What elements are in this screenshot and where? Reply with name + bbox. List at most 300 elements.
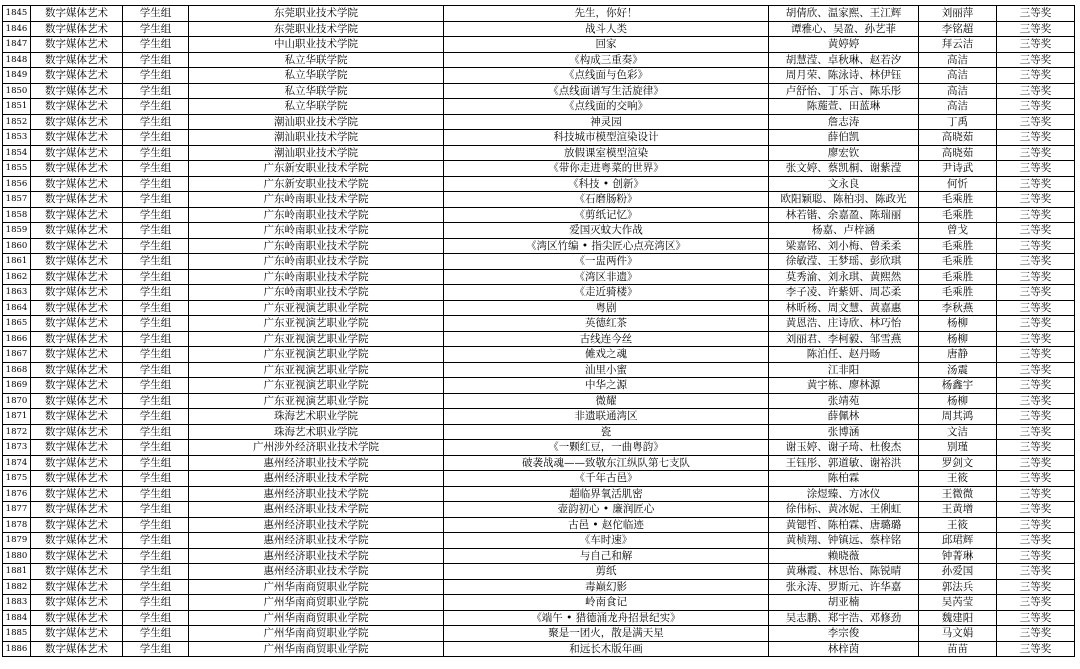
row-number-cell: 1850 [3,83,31,99]
table-row [3,285,1075,301]
authors-cell: 刘丽君、李柯毅、邹雪燕 [769,331,919,347]
row-number-cell: 1866 [3,331,31,347]
row-number-cell: 1867 [3,347,31,363]
group-cell: 学生组 [123,471,189,487]
work-title-cell: 《构成三重奏》 [444,52,769,68]
category-cell: 数字媒体艺术 [31,130,123,146]
advisor-cell: 毛乘胜 [919,238,997,254]
row-number-cell: 1859 [3,223,31,239]
award-cell: 三等奖 [997,378,1075,394]
advisor-cell: 何忻 [919,176,997,192]
work-title-cell: 聚是一团火，散是满天星 [444,626,769,642]
advisor-cell: 孙爱国 [919,564,997,580]
authors-cell: 吴志鹏、郑宇浩、邓修劲 [769,610,919,626]
award-cell: 三等奖 [997,285,1075,301]
authors-cell: 张博涵 [769,424,919,440]
authors-cell: 林梓茵 [769,641,919,657]
category-cell: 数字媒体艺术 [31,83,123,99]
award-cell: 三等奖 [997,6,1075,22]
authors-cell: 黄婷婷 [769,37,919,53]
authors-cell: 赖晓薇 [769,548,919,564]
school-cell: 东莞职业技术学院 [189,6,444,22]
school-cell: 惠州经济职业技术学院 [189,548,444,564]
award-cell: 三等奖 [997,533,1075,549]
work-title-cell: 《石磨肠粉》 [444,192,769,208]
table-row [3,37,1075,53]
advisor-cell: 文洁 [919,424,997,440]
row-number-cell: 1847 [3,37,31,53]
row-number-cell: 1883 [3,595,31,611]
row-number-cell: 1861 [3,254,31,270]
school-cell: 广州华南商贸职业学院 [189,579,444,595]
work-title-cell: 《走近骑楼》 [444,285,769,301]
group-cell: 学生组 [123,331,189,347]
category-cell: 数字媒体艺术 [31,378,123,394]
school-cell: 广东亚视演艺职业学院 [189,378,444,394]
advisor-cell: 高晓茹 [919,145,997,161]
table-row [3,533,1075,549]
school-cell: 东莞职业技术学院 [189,21,444,37]
category-cell: 数字媒体艺术 [31,176,123,192]
advisor-cell: 罗剑文 [919,455,997,471]
category-cell: 数字媒体艺术 [31,238,123,254]
authors-cell: 文永良 [769,176,919,192]
award-cell: 三等奖 [997,21,1075,37]
award-cell: 三等奖 [997,207,1075,223]
group-cell: 学生组 [123,37,189,53]
school-cell: 私立华联学院 [189,52,444,68]
work-title-cell: 《剪纸记忆》 [444,207,769,223]
table-row [3,362,1075,378]
award-cell: 三等奖 [997,486,1075,502]
work-title-cell: 《湾区竹编 • 指尖匠心点亮湾区》 [444,238,769,254]
category-cell: 数字媒体艺术 [31,99,123,115]
authors-cell: 薛伯凯 [769,130,919,146]
school-cell: 惠州经济职业技术学院 [189,517,444,533]
category-cell: 数字媒体艺术 [31,331,123,347]
authors-cell: 张文婷、蔡凯桐、谢紫滢 [769,161,919,177]
advisor-cell: 王微微 [919,486,997,502]
awards-table [2,5,1075,657]
work-title-cell: 爱国灭蚊大作战 [444,223,769,239]
table-row [3,378,1075,394]
category-cell: 数字媒体艺术 [31,347,123,363]
authors-cell: 谢玉婷、谢子琦、杜俊杰 [769,440,919,456]
group-cell: 学生组 [123,362,189,378]
table-row [3,409,1075,425]
school-cell: 广东岭南职业技术学院 [189,207,444,223]
advisor-cell: 王筱 [919,471,997,487]
row-number-cell: 1880 [3,548,31,564]
advisor-cell: 杨柳 [919,331,997,347]
row-number-cell: 1860 [3,238,31,254]
group-cell: 学生组 [123,114,189,130]
advisor-cell: 高晓茹 [919,130,997,146]
advisor-cell: 唐静 [919,347,997,363]
school-cell: 惠州经济职业技术学院 [189,533,444,549]
group-cell: 学生组 [123,68,189,84]
group-cell: 学生组 [123,455,189,471]
authors-cell: 梁嘉铭、刘小梅、曾柔柔 [769,238,919,254]
school-cell: 广东岭南职业技术学院 [189,223,444,239]
award-cell: 三等奖 [997,471,1075,487]
school-cell: 广东岭南职业技术学院 [189,254,444,270]
work-title-cell: 《一颗红豆，一曲粤韵》 [444,440,769,456]
category-cell: 数字媒体艺术 [31,223,123,239]
school-cell: 广东新安职业技术学院 [189,176,444,192]
group-cell: 学生组 [123,300,189,316]
table-row [3,347,1075,363]
row-number-cell: 1846 [3,21,31,37]
award-cell: 三等奖 [997,610,1075,626]
category-cell: 数字媒体艺术 [31,548,123,564]
advisor-cell: 高洁 [919,52,997,68]
work-title-cell: 瓷 [444,424,769,440]
work-title-cell: 傩戏之魂 [444,347,769,363]
row-number-cell: 1858 [3,207,31,223]
group-cell: 学生组 [123,579,189,595]
group-cell: 学生组 [123,285,189,301]
row-number-cell: 1852 [3,114,31,130]
row-number-cell: 1878 [3,517,31,533]
row-number-cell: 1865 [3,316,31,332]
work-title-cell: 先生，你好！ [444,6,769,22]
row-number-cell: 1848 [3,52,31,68]
group-cell: 学生组 [123,517,189,533]
group-cell: 学生组 [123,548,189,564]
work-title-cell: 《点线面的交响》 [444,99,769,115]
school-cell: 广州华南商贸职业学院 [189,626,444,642]
school-cell: 广东新安职业技术学院 [189,161,444,177]
advisor-cell: 钟菁琳 [919,548,997,564]
advisor-cell: 拜云洁 [919,37,997,53]
work-title-cell: 破袭战魂——致敬东江纵队第七支队 [444,455,769,471]
advisor-cell: 杨鑫宇 [919,378,997,394]
authors-cell: 杨嘉、卢梓涵 [769,223,919,239]
group-cell: 学生组 [123,486,189,502]
award-cell: 三等奖 [997,52,1075,68]
group-cell: 学生组 [123,533,189,549]
group-cell: 学生组 [123,393,189,409]
category-cell: 数字媒体艺术 [31,455,123,471]
school-cell: 珠海艺术职业学院 [189,409,444,425]
work-title-cell: 超临界氧活肌密 [444,486,769,502]
award-cell: 三等奖 [997,68,1075,84]
award-cell: 三等奖 [997,440,1075,456]
work-title-cell: 神灵园 [444,114,769,130]
award-cell: 三等奖 [997,564,1075,580]
school-cell: 潮汕职业技术学院 [189,130,444,146]
group-cell: 学生组 [123,223,189,239]
row-number-cell: 1879 [3,533,31,549]
table-row [3,6,1075,22]
school-cell: 广州华南商贸职业学院 [189,641,444,657]
table-row [3,300,1075,316]
authors-cell: 林昕杨、周文慧、黄嘉惠 [769,300,919,316]
table-row [3,269,1075,285]
authors-cell: 李子凌、许紫妍、周芯柔 [769,285,919,301]
group-cell: 学生组 [123,254,189,270]
advisor-cell: 曾戈 [919,223,997,239]
table-row [3,238,1075,254]
group-cell: 学生组 [123,316,189,332]
work-title-cell: 回家 [444,37,769,53]
school-cell: 惠州经济职业技术学院 [189,455,444,471]
work-title-cell: 与自己和解 [444,548,769,564]
group-cell: 学生组 [123,238,189,254]
school-cell: 广东岭南职业技术学院 [189,238,444,254]
authors-cell: 徐伟标、黄冰妮、王俐虹 [769,502,919,518]
award-cell: 三等奖 [997,393,1075,409]
school-cell: 广东亚视演艺职业学院 [189,316,444,332]
work-title-cell: 毒巅幻影 [444,579,769,595]
work-title-cell: 粤剧 [444,300,769,316]
authors-cell: 薛佩林 [769,409,919,425]
row-number-cell: 1864 [3,300,31,316]
category-cell: 数字媒体艺术 [31,533,123,549]
advisor-cell: 王黄增 [919,502,997,518]
advisor-cell: 尹诗武 [919,161,997,177]
award-cell: 三等奖 [997,114,1075,130]
category-cell: 数字媒体艺术 [31,486,123,502]
work-title-cell: 古线连今丝 [444,331,769,347]
work-title-cell: 《一盅两件》 [444,254,769,270]
work-title-cell: 非遗联通湾区 [444,409,769,425]
advisor-cell: 李铭超 [919,21,997,37]
school-cell: 惠州经济职业技术学院 [189,486,444,502]
school-cell: 私立华联学院 [189,99,444,115]
category-cell: 数字媒体艺术 [31,52,123,68]
work-title-cell: 古邑 • 赵佗临迹 [444,517,769,533]
category-cell: 数字媒体艺术 [31,114,123,130]
table-row [3,99,1075,115]
award-cell: 三等奖 [997,626,1075,642]
row-number-cell: 1877 [3,502,31,518]
group-cell: 学生组 [123,564,189,580]
category-cell: 数字媒体艺术 [31,471,123,487]
advisor-cell: 李秋燕 [919,300,997,316]
school-cell: 潮汕职业技术学院 [189,114,444,130]
advisor-cell: 王筱 [919,517,997,533]
table-row [3,176,1075,192]
category-cell: 数字媒体艺术 [31,37,123,53]
advisor-cell: 丁禹 [919,114,997,130]
category-cell: 数字媒体艺术 [31,626,123,642]
row-number-cell: 1871 [3,409,31,425]
row-number-cell: 1874 [3,455,31,471]
authors-cell: 涂煜臻、方冰仪 [769,486,919,502]
advisor-cell: 毛乘胜 [919,207,997,223]
authors-cell: 卢舒怡、丁乐言、陈乐彤 [769,83,919,99]
category-cell: 数字媒体艺术 [31,207,123,223]
row-number-cell: 1868 [3,362,31,378]
table-row [3,83,1075,99]
work-title-cell: 《带你走进粤菜的世界》 [444,161,769,177]
category-cell: 数字媒体艺术 [31,595,123,611]
school-cell: 广东亚视演艺职业学院 [189,393,444,409]
award-cell: 三等奖 [997,176,1075,192]
school-cell: 广东亚视演艺职业学院 [189,300,444,316]
advisor-cell: 郭法兵 [919,579,997,595]
table-row [3,471,1075,487]
advisor-cell: 别瑾 [919,440,997,456]
advisor-cell: 毛乘胜 [919,192,997,208]
work-title-cell: 中华之源 [444,378,769,394]
work-title-cell: 剪纸 [444,564,769,580]
school-cell: 广东岭南职业技术学院 [189,192,444,208]
table-row [3,548,1075,564]
table-row [3,564,1075,580]
school-cell: 广州华南商贸职业学院 [189,610,444,626]
category-cell: 数字媒体艺术 [31,316,123,332]
school-cell: 私立华联学院 [189,83,444,99]
table-row [3,331,1075,347]
category-cell: 数字媒体艺术 [31,564,123,580]
authors-cell: 王钰彤、郭道敏、谢裕洪 [769,455,919,471]
school-cell: 广州涉外经济职业技术学院 [189,440,444,456]
work-title-cell: 岭南食记 [444,595,769,611]
group-cell: 学生组 [123,176,189,192]
table-row [3,440,1075,456]
authors-cell: 胡亚楠 [769,595,919,611]
row-number-cell: 1855 [3,161,31,177]
group-cell: 学生组 [123,145,189,161]
category-cell: 数字媒体艺术 [31,641,123,657]
row-number-cell: 1881 [3,564,31,580]
row-number-cell: 1872 [3,424,31,440]
row-number-cell: 1854 [3,145,31,161]
award-cell: 三等奖 [997,362,1075,378]
category-cell: 数字媒体艺术 [31,610,123,626]
work-title-cell: 《千年古邑》 [444,471,769,487]
advisor-cell: 邱珺辉 [919,533,997,549]
advisor-cell: 吴芮莹 [919,595,997,611]
award-cell: 三等奖 [997,316,1075,332]
school-cell: 广州华南商贸职业学院 [189,595,444,611]
table-row [3,393,1075,409]
award-cell: 三等奖 [997,595,1075,611]
award-cell: 三等奖 [997,579,1075,595]
award-cell: 三等奖 [997,517,1075,533]
advisor-cell: 汤震 [919,362,997,378]
authors-cell: 黄桢翔、钟镇远、蔡梓铭 [769,533,919,549]
category-cell: 数字媒体艺术 [31,362,123,378]
group-cell: 学生组 [123,378,189,394]
category-cell: 数字媒体艺术 [31,579,123,595]
award-cell: 三等奖 [997,424,1075,440]
table-row [3,161,1075,177]
table-row [3,455,1075,471]
award-cell: 三等奖 [997,455,1075,471]
school-cell: 中山职业技术学院 [189,37,444,53]
work-title-cell: 微耀 [444,393,769,409]
authors-cell: 黄琳霞、林思怡、陈锐晴 [769,564,919,580]
work-title-cell: 《点线面与色彩》 [444,68,769,84]
group-cell: 学生组 [123,595,189,611]
group-cell: 学生组 [123,269,189,285]
school-cell: 广东岭南职业技术学院 [189,269,444,285]
award-cell: 三等奖 [997,99,1075,115]
group-cell: 学生组 [123,440,189,456]
award-cell: 三等奖 [997,83,1075,99]
award-cell: 三等奖 [997,161,1075,177]
group-cell: 学生组 [123,347,189,363]
authors-cell: 胡慧滢、卓秋琳、赵若汐 [769,52,919,68]
award-cell: 三等奖 [997,300,1075,316]
group-cell: 学生组 [123,502,189,518]
table-row [3,626,1075,642]
school-cell: 惠州经济职业技术学院 [189,471,444,487]
award-cell: 三等奖 [997,37,1075,53]
authors-cell: 陈泊任、赵丹旸 [769,347,919,363]
authors-cell: 欧阳颖聪、陈柏羽、陈政光 [769,192,919,208]
authors-cell: 陈葹萱、田蓝琳 [769,99,919,115]
award-cell: 三等奖 [997,331,1075,347]
advisor-cell: 杨柳 [919,393,997,409]
work-title-cell: 战斗人类 [444,21,769,37]
table-row [3,254,1075,270]
table-row [3,192,1075,208]
category-cell: 数字媒体艺术 [31,502,123,518]
award-cell: 三等奖 [997,269,1075,285]
award-cell: 三等奖 [997,548,1075,564]
group-cell: 学生组 [123,52,189,68]
advisor-cell: 毛乘胜 [919,254,997,270]
table-row [3,610,1075,626]
authors-cell: 詹志涛 [769,114,919,130]
table-row [3,486,1075,502]
category-cell: 数字媒体艺术 [31,68,123,84]
school-cell: 惠州经济职业技术学院 [189,564,444,580]
work-title-cell: 《端午 • 猎德涌龙舟招景纪实》 [444,610,769,626]
award-cell: 三等奖 [997,641,1075,657]
group-cell: 学生组 [123,424,189,440]
category-cell: 数字媒体艺术 [31,440,123,456]
advisor-cell: 高洁 [919,68,997,84]
table-row [3,52,1075,68]
award-cell: 三等奖 [997,254,1075,270]
category-cell: 数字媒体艺术 [31,254,123,270]
category-cell: 数字媒体艺术 [31,409,123,425]
table-row [3,424,1075,440]
authors-cell: 陈柏霖 [769,471,919,487]
row-number-cell: 1845 [3,6,31,22]
authors-cell: 张靖苑 [769,393,919,409]
category-cell: 数字媒体艺术 [31,6,123,22]
authors-cell: 胡倩欣、温家熙、王江辉 [769,6,919,22]
authors-cell: 莫秀渝、刘永琪、黄熙然 [769,269,919,285]
work-title-cell: 《湾区非遗》 [444,269,769,285]
authors-cell: 谭雅心、吴盈、孙艺菲 [769,21,919,37]
group-cell: 学生组 [123,626,189,642]
advisor-cell: 杨柳 [919,316,997,332]
table-row [3,207,1075,223]
table-row [3,145,1075,161]
group-cell: 学生组 [123,6,189,22]
group-cell: 学生组 [123,161,189,177]
work-title-cell: 英德红茶 [444,316,769,332]
authors-cell: 李宗俊 [769,626,919,642]
group-cell: 学生组 [123,192,189,208]
group-cell: 学生组 [123,409,189,425]
advisor-cell: 魏建阳 [919,610,997,626]
table-row [3,68,1075,84]
award-cell: 三等奖 [997,502,1075,518]
group-cell: 学生组 [123,610,189,626]
school-cell: 惠州经济职业技术学院 [189,502,444,518]
award-cell: 三等奖 [997,192,1075,208]
advisor-cell: 毛乘胜 [919,285,997,301]
